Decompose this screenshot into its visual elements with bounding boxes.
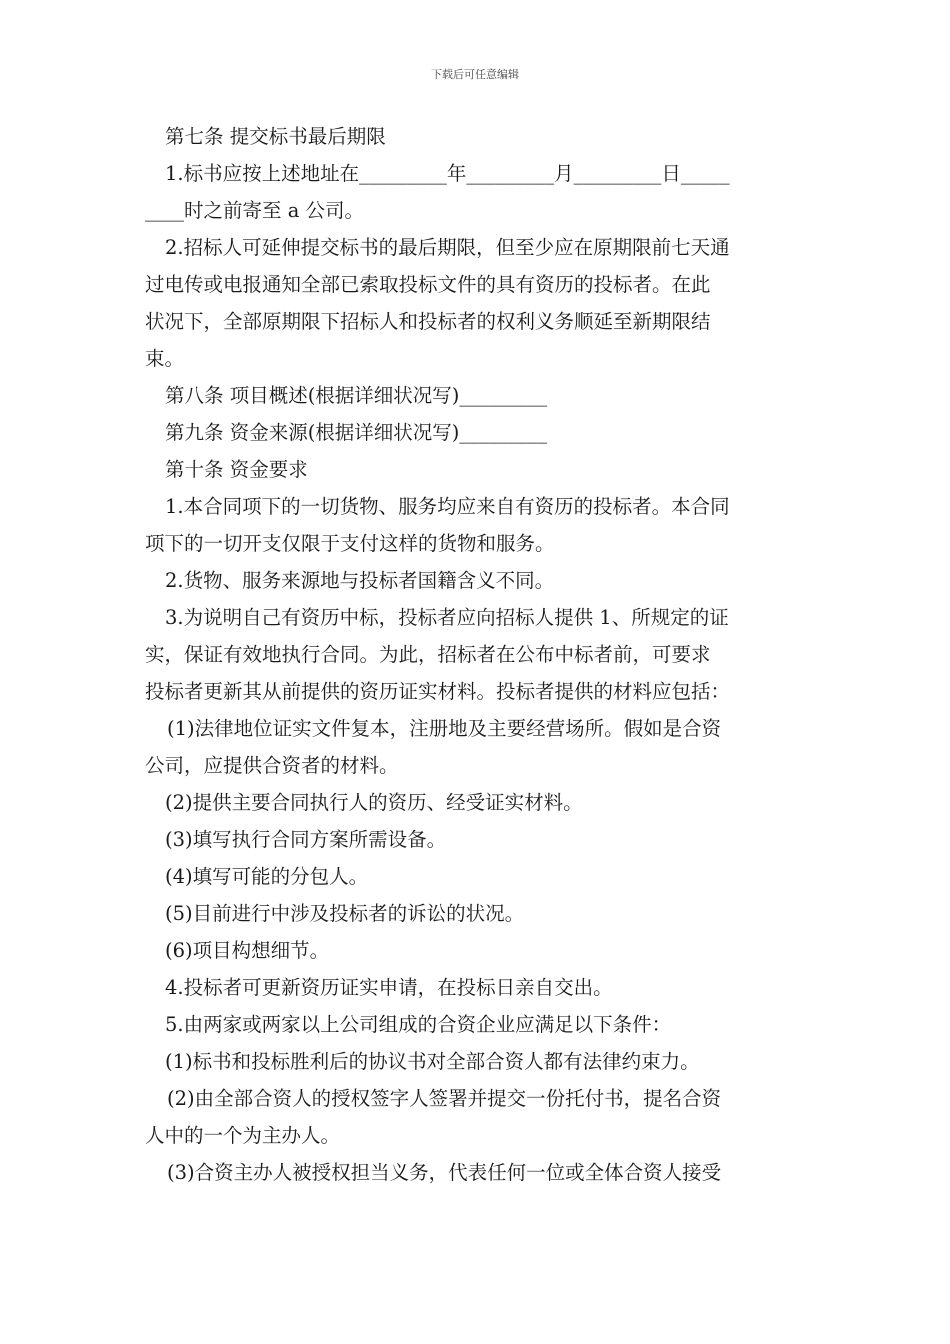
paragraph-line: 4.投标者可更新资历证实申请，在投标日亲自交出。	[165, 976, 613, 999]
paragraph-line: 2.货物、服务来源地与投标者国籍含义不同。	[165, 569, 555, 592]
paragraph-line: 束。	[145, 347, 185, 370]
paragraph-line: 状况下，全部原期限下招标人和投标者的权利义务顺延至新期限结	[145, 310, 711, 333]
paragraph-line: 1.标书应按上述地址在_________年_________月_________日_____	[165, 162, 730, 185]
paragraph-line: 1.本合同项下的一切货物、服务均应来自有资历的投标者。本合同	[165, 495, 730, 518]
paragraph-line: 公司，应提供合资者的材料。	[145, 754, 399, 777]
page-header: 下载后可任意编辑	[431, 68, 519, 81]
paragraph-line: ____时之前寄至 a 公司。	[145, 199, 365, 222]
list-item: (3)合资主办人被授权担当义务，代表任何一位或全体合资人接受	[167, 1161, 722, 1184]
list-item: (6)项目构想细节。	[165, 939, 330, 962]
paragraph-line: 项下的一切开支仅限于支付这样的货物和服务。	[145, 532, 555, 555]
list-item: (5)目前进行中涉及投标者的诉讼的状况。	[165, 902, 525, 925]
article-8-heading: 第八条 项目概述(根据详细状况写)_________	[165, 384, 548, 407]
article-9-heading: 第九条 资金来源(根据详细状况写)_________	[165, 421, 548, 444]
list-item: (1)标书和投标胜利后的协议书对全部合资人都有法律约束力。	[165, 1050, 700, 1073]
list-item: (4)填写可能的分包人。	[165, 865, 369, 888]
list-item: (3)填写执行合同方案所需设备。	[165, 828, 447, 851]
paragraph-line: 5.由两家或两家以上公司组成的合资企业应满足以下条件：	[165, 1013, 672, 1036]
paragraph-line: 人中的一个为主办人。	[145, 1124, 341, 1147]
list-item: (1)法律地位证实文件复本，注册地及主要经营场所。假如是合资	[167, 717, 722, 740]
document-body	[145, 118, 810, 1191]
paragraph-line: 过电传或电报通知全部已索取投标文件的具有资历的投标者。在此	[145, 273, 711, 296]
paragraph-line: 投标者更新其从前提供的资历证实材料。投标者提供的材料应包括：	[145, 680, 731, 703]
list-item: (2)提供主要合同执行人的资历、经受证实材料。	[165, 791, 583, 814]
paragraph-line: 2.招标人可延伸提交标书的最后期限，但至少应在原期限前七天通	[165, 236, 730, 259]
paragraph-line: 3.为说明自己有资历中标，投标者应向招标人提供 1、所规定的证	[165, 606, 729, 629]
article-7-heading: 第七条 提交标书最后期限	[165, 125, 386, 148]
article-10-heading: 第十条 资金要求	[165, 458, 308, 481]
paragraph-line: 实，保证有效地执行合同。为此，招标者在公布中标者前，可要求	[145, 643, 711, 666]
list-item: (2)由全部合资人的授权签字人签署并提交一份托付书，提名合资	[167, 1087, 722, 1110]
